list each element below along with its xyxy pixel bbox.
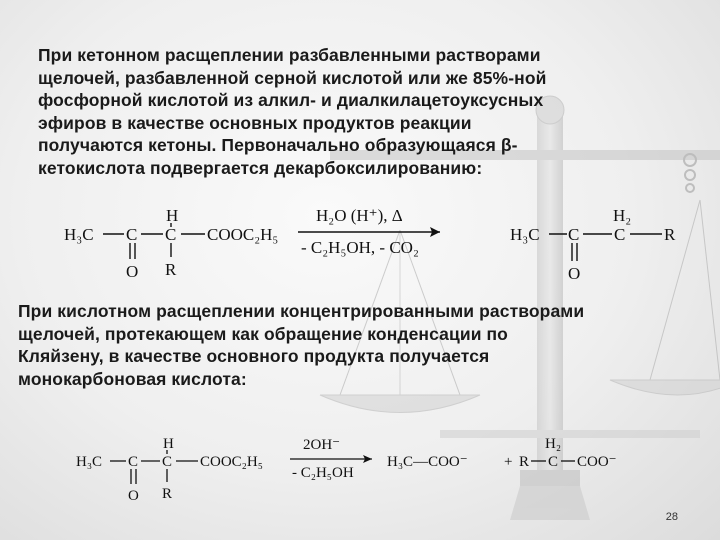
formula-acetate: H₃C—COO⁻ <box>387 454 468 470</box>
formula-o: O <box>126 262 139 281</box>
formula-ester: COOC₂H₅ <box>207 225 279 244</box>
formula-o: O <box>128 488 139 504</box>
formula-h3c: H₃C <box>64 225 94 244</box>
product-carboxylate <box>519 436 617 470</box>
plus-sign: + <box>504 454 513 470</box>
formula-carboxylate: COO⁻ <box>577 454 617 470</box>
text-line: При кислотном расщеплении концентрированными растворами <box>18 301 585 321</box>
formula-alpha-c: C <box>162 454 173 470</box>
paragraph-ketone-cleavage <box>38 44 678 179</box>
text-line: получаются кетоны. Первоначально образующаяся β- <box>38 135 518 155</box>
formula-h3c: H₃C <box>76 454 103 470</box>
text-line: монокарбоновая кислота: <box>18 368 247 389</box>
formula-ester: COOC₂H₅ <box>200 454 263 470</box>
formula-h2-top: H₂ <box>613 206 632 225</box>
reaction-arrow <box>290 437 372 481</box>
formula-r: R <box>162 486 173 502</box>
text-line: фосфорной кислотой из алкил- и диалкилацетоуксусных <box>38 90 544 110</box>
formula-alpha-c: C <box>165 225 177 244</box>
conditions-below: - C₂H₅OH, - CO₂ <box>301 238 419 257</box>
formula-carbonyl-c: C <box>568 225 580 244</box>
formula-r: R <box>165 260 177 279</box>
formula-ch2-c: C <box>614 225 626 244</box>
formula-h2-top: H₂ <box>545 436 562 452</box>
reaction-arrow <box>298 206 440 257</box>
text-line: эфиров в качестве основных продуктов реакции <box>38 112 472 133</box>
formula-r: R <box>664 225 676 244</box>
text-line: кетокислота подвергается декарбоксилированию: <box>38 157 483 178</box>
formula-h3c: H₃C <box>510 225 540 244</box>
reactant-structure <box>64 206 278 281</box>
conditions-below: - C₂H₅OH <box>292 465 354 481</box>
conditions-above: 2OH⁻ <box>303 437 341 453</box>
formula-ch2-c: C <box>548 454 559 470</box>
formula-h-top: H <box>163 436 174 452</box>
formula-carbonyl-c: C <box>126 225 138 244</box>
formula-carbonyl-c: C <box>128 454 139 470</box>
reaction-scheme-acid <box>0 428 720 518</box>
product-ketone <box>510 206 676 283</box>
paragraph-acid-cleavage <box>18 300 708 390</box>
formula-h-top: H <box>166 206 179 225</box>
reactant-structure <box>76 436 263 504</box>
text-line: щелочей, протекающем как обращение конденсации по <box>18 323 508 344</box>
product-acetate <box>387 454 468 470</box>
text-line: Кляйзену, в качестве основного продукта получается <box>18 346 490 366</box>
text-line: При кетонном расщеплении разбавленными растворами <box>38 45 541 65</box>
formula-r: R <box>519 454 530 470</box>
reaction-scheme-ketone <box>0 195 720 295</box>
conditions-above: H₂O (H⁺), Δ <box>316 206 403 225</box>
text-line: щелочей, разбавленной серной кислотой или же 85%-ной <box>38 67 547 88</box>
page-number: 28 <box>665 511 678 523</box>
formula-o: O <box>568 264 581 283</box>
